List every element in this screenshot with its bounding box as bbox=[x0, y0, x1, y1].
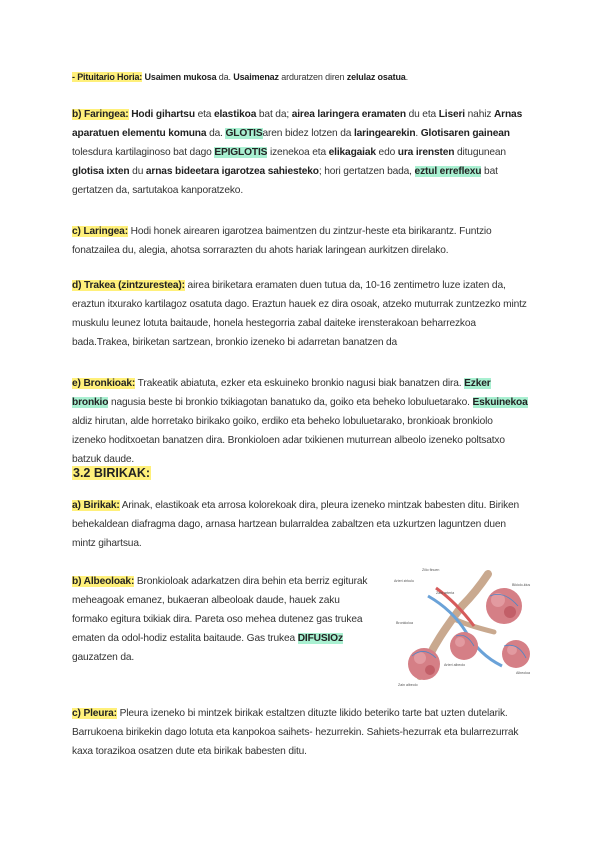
figure-label: Zain arteria bbox=[436, 591, 455, 595]
eztul-highlight: eztul erreflexu bbox=[414, 166, 482, 177]
trakea-label: d) Trakea (zintzurestea): bbox=[72, 280, 185, 291]
section-title: 3.2 BIRIKAK: bbox=[73, 466, 151, 480]
figure-label: Zain albeolo bbox=[398, 683, 418, 687]
difusio-highlight: DIFUSIOz bbox=[297, 633, 343, 644]
paragraph-bronkioak: e) Bronkioak: Trakeatik abiatuta, ezker eta eskuineko bronkio nagusi biak banatzen dira. Ezker bronkio nagusia beste bi bronkio txikiagotan banatuko da, goiko eta beheko lobuluetarako. Eskuinekoa aldiz hirutan, alde horretako birikako goiko, erdiko eta beheko lobuluetarako, bronkioak bronkiolo izeneko hoditxoetan banatzen dira. Bronkioloen adar txikienen muturrean albeolo izeneko poltsatxo batzuk daude. bbox=[72, 378, 528, 465]
figure-label: Arteri albeolo bbox=[444, 663, 466, 667]
figure-label: Zilio finuen bbox=[422, 568, 440, 572]
bronkioak-label: e) Bronkioak: bbox=[72, 378, 136, 389]
figure-label: Bronkioloa bbox=[396, 621, 413, 625]
paragraph-trakea: d) Trakea (zintzurestea): airea biriketara eramaten duen tutua da, 10-16 zentimetro luze izaten da, eraztun itxurako kartilagoz osatuta dago. Eraztun hauek ez dira osoak, atzeko muturrak zuntzezko mintz muskulu leunez lotuta baitaude, honela hestegorria zabal daiteke irensterakoan beharrezkoa bada.Trakea, biriketan sartzean, bronkio izeneko bi adarretan banatzen da bbox=[72, 280, 527, 348]
epiglotis-highlight: EPIGLOTIS bbox=[214, 147, 268, 158]
figure-label: Arteri zirkulu bbox=[394, 579, 414, 583]
laringea-label: c) Laringea: bbox=[72, 226, 128, 237]
figure-label: Albeoloa bbox=[516, 671, 530, 675]
paragraph-albeoloak: b) Albeoloak: Bronkioloak adarkatzen dira behin eta berriz egiturak meheagoak emanez, bukaeran albeoloak daude, hauek zaku formako egitura txikiak dira. Pareta oso mehea dutenez gas trukea ematen da odol-hodiz estalita baitaude. Gas trukea DIFUSIOz gauzatzen da. bbox=[72, 576, 368, 663]
paragraph-faringea: b) Faringea: Hodi gihartsu eta elastikoa bat da; airea laringera eramaten du eta Liseri nahiz Arnas aparatuen elementu komuna da. GLOTISaren bidez lotzen da laringearekin. Glotisaren gainean tolesdura kartilaginoso bat dago EPIGLOTIS izenekoa eta elikagaiak edo ura irensten ditugunean glotisa ixten du arnas bideetara igarotzea sahiesteko; hori gertatzen bada, eztul erreflexu bat gertatzen da, sartutakoa kanporatzeko. bbox=[72, 109, 523, 196]
figure-label: Bikiolo-klus bbox=[512, 583, 531, 587]
paragraph-pleura: c) Pleura: Pleura izeneko bi mintzek birikak estaltzen dituzte likido beteriko tarte bat uzten dutelarik. Barrukoena birikekin dago lotuta eta kanpokoa saihets- hezurrekin. Sahiets-hezurrak eta bularrezurrak kaxa torazikoa osatzen dute eta birikak babesten ditu. bbox=[72, 708, 519, 757]
eskuinekoa-highlight: Eskuinekoa bbox=[472, 397, 528, 408]
albeoloak-label: b) Albeoloak: bbox=[72, 576, 135, 587]
paragraph-pituitario: - Pituitario Horia: Usaimen mukosa da. Usaimenaz arduratzen diren zelulaz osatua. bbox=[72, 72, 409, 82]
paragraph-birikak: a) Birikak: Arinak, elastikoak eta arrosa kolorekoak dira, pleura izeneko mintzak babesten ditu. Biriken behekaldean diafragma dago, arnasa hartzean bularraldea zabaltzen eta uzkurtzen laguntzen duen mintz gihartsua. bbox=[72, 500, 520, 549]
glotis-highlight: GLOTIS bbox=[225, 128, 263, 139]
alveoli-illustration bbox=[392, 566, 542, 690]
paragraph-laringea: c) Laringea: Hodi honek airearen igarotzea baimentzen du zintzur-heste eta birikarantz. Funtzio fonatzailea du, alegia, ahotsa sorrarazten du ahots hariak laringean aurkitzen direlako. bbox=[72, 226, 492, 256]
pituitario-label: - Pituitario Horia: bbox=[72, 72, 143, 82]
ezker-bronkio-highlight: Ezker bronkio bbox=[72, 378, 491, 408]
faringea-label: b) Faringea: bbox=[72, 109, 129, 120]
pleura-label: c) Pleura: bbox=[72, 708, 117, 719]
birikak-label: a) Birikak: bbox=[72, 500, 120, 511]
